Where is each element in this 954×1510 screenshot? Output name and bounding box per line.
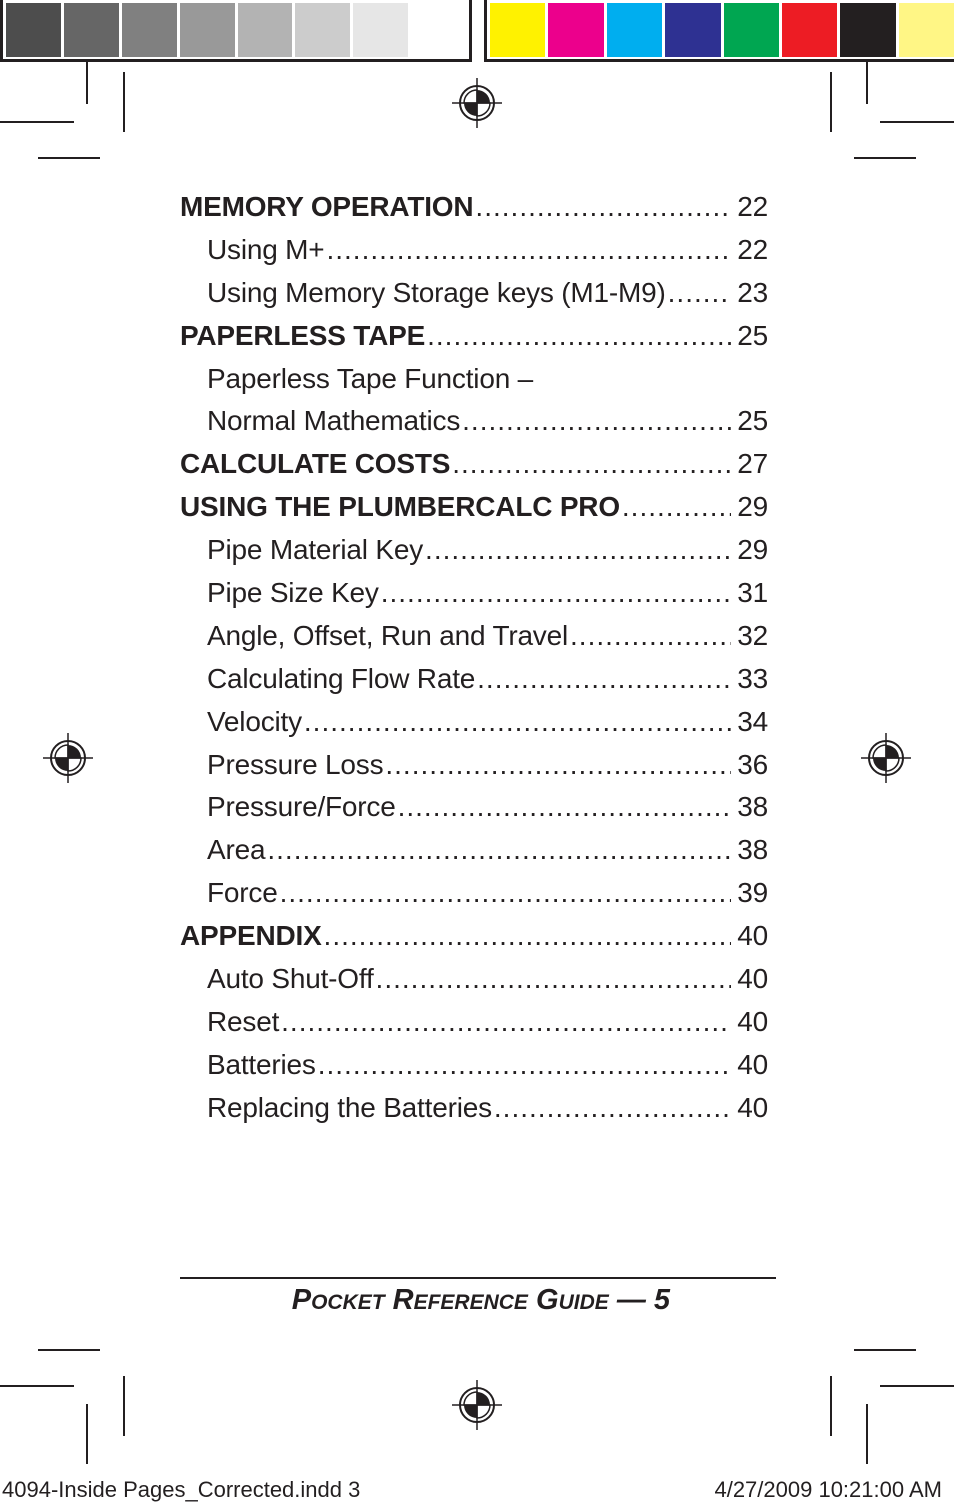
toc-title: Area (207, 834, 266, 866)
toc-page-number: 34 (737, 705, 768, 737)
toc-leader-dots (280, 872, 732, 915)
toc-leader-dots (318, 1044, 732, 1087)
toc-leader-dots (477, 658, 731, 701)
toc-title: Replacing the Batteries (207, 1091, 492, 1123)
toc-leader-dots (425, 529, 731, 572)
crop-mark (830, 1376, 832, 1436)
toc-entry-row (180, 872, 768, 915)
color-swatch (607, 3, 662, 57)
toc-page-number: 40 (737, 1091, 768, 1123)
toc-page-number: 33 (737, 662, 768, 694)
registration-mark-icon (43, 733, 93, 783)
toc-title: Pipe Size Key (207, 577, 379, 609)
toc-entry-row (180, 272, 768, 315)
toc-entry-row (180, 572, 768, 615)
color-swatch (490, 3, 545, 57)
color-swatch (548, 3, 603, 57)
toc-page-number: 40 (737, 1005, 768, 1037)
toc-page-number: 40 (737, 1048, 768, 1080)
toc-leader-dots (326, 229, 731, 272)
toc-leader-dots (475, 186, 731, 229)
toc-title: PAPERLESS TAPE (180, 319, 426, 351)
toc-entry-row (180, 1087, 768, 1130)
toc-page-number: 29 (737, 491, 768, 523)
toc-page-number: 36 (737, 748, 768, 780)
toc-title: Batteries (207, 1048, 316, 1080)
slug-datetime: 4/27/2009 10:21:00 AM (714, 1477, 942, 1502)
toc-leader-dots (494, 1087, 731, 1130)
toc-title: Pipe Material Key (207, 534, 424, 566)
footer-word-initial: P (291, 1284, 312, 1316)
toc-page-number: 31 (737, 577, 768, 609)
footer-word-initial: R (392, 1284, 414, 1316)
table-of-contents (180, 186, 768, 1130)
toc-title: MEMORY OPERATION (180, 191, 474, 222)
crop-mark (86, 62, 88, 104)
toc-heading-row (180, 486, 768, 529)
toc-page-number: 23 (737, 276, 768, 308)
slug-file-name: 4094-Inside Pages_Corrected.indd 3 (2, 1477, 361, 1502)
color-swatch (840, 3, 895, 57)
toc-heading-row (180, 915, 768, 958)
toc-page-number: 22 (737, 191, 768, 222)
crop-mark (123, 72, 125, 132)
color-swatch (724, 3, 779, 57)
grayscale-color-bar (0, 0, 472, 62)
toc-leader-dots (452, 443, 731, 486)
toc-entry-row (180, 701, 768, 744)
gray-swatch (353, 3, 408, 57)
toc-leader-dots (267, 829, 731, 872)
toc-entry-row (180, 958, 768, 1001)
toc-title: Force (207, 877, 278, 909)
crop-mark (880, 121, 954, 123)
toc-page-number: 40 (737, 920, 768, 952)
crop-mark (0, 121, 74, 123)
toc-title: USING THE PLUMBERCALC PRO (180, 491, 620, 523)
toc-heading-row (180, 443, 768, 486)
gray-swatch (6, 3, 61, 57)
toc-entry-row (180, 1044, 768, 1087)
toc-page-number: 22 (737, 233, 768, 265)
toc-leader-dots (281, 1001, 731, 1044)
toc-entry-row (180, 529, 768, 572)
gray-swatch (180, 3, 235, 57)
footer-word-initial: G (536, 1284, 559, 1316)
toc-page-number: 29 (737, 534, 768, 566)
toc-title: Pressure/Force (207, 791, 396, 823)
toc-title: Calculating Flow Rate (207, 662, 476, 694)
crop-mark (38, 157, 100, 159)
gray-swatch (238, 3, 293, 57)
toc-title: APPENDIX (180, 920, 322, 952)
toc-entry-row (180, 786, 768, 829)
toc-leader-dots (398, 786, 732, 829)
footer-word-rest: UIDE (558, 1291, 609, 1314)
toc-leader-dots (462, 400, 731, 443)
crop-mark (866, 62, 868, 104)
toc-entry-row (180, 658, 768, 701)
toc-entry-row (180, 615, 768, 658)
toc-entry-row (180, 829, 768, 872)
running-footer (180, 1280, 670, 1323)
footer-word-rest: OCKET (311, 1291, 385, 1314)
process-color-bar (484, 0, 954, 62)
toc-leader-dots (376, 958, 732, 1001)
toc-title: CALCULATE COSTS (180, 448, 451, 480)
toc-entry-row (180, 358, 768, 401)
toc-title: Pressure Loss (207, 748, 384, 780)
toc-page-number: 39 (737, 877, 768, 909)
toc-entry-row (180, 229, 768, 272)
toc-leader-dots (427, 315, 731, 358)
crop-mark (854, 157, 916, 159)
crop-mark (880, 1385, 954, 1387)
toc-title: Paperless Tape Function – (207, 362, 534, 394)
gray-swatch (295, 3, 350, 57)
toc-page-number: 38 (737, 791, 768, 823)
gray-swatch (122, 3, 177, 57)
toc-page-number: 27 (737, 448, 768, 480)
toc-leader-dots (570, 615, 731, 658)
toc-title: Using Memory Storage keys (M1-M9) (207, 276, 666, 308)
crop-mark (830, 72, 832, 132)
footer-page-number: — 5 (616, 1284, 670, 1316)
toc-leader-dots (385, 744, 731, 787)
toc-title: Reset (207, 1005, 280, 1037)
crop-mark (0, 1385, 74, 1387)
crop-mark (38, 1349, 100, 1351)
toc-title: Normal Mathematics (207, 405, 461, 437)
toc-page-number: 38 (737, 834, 768, 866)
toc-page-number: 32 (737, 619, 768, 651)
toc-title: Using M+ (207, 233, 325, 265)
footer-word-rest: EFERENCE (413, 1291, 528, 1314)
crop-mark (86, 1404, 88, 1464)
footer-rule (180, 1277, 776, 1279)
gray-swatch (64, 3, 119, 57)
toc-leader-dots (324, 915, 732, 958)
registration-mark-icon (861, 733, 911, 783)
crop-mark (854, 1349, 916, 1351)
toc-entry-row (180, 400, 768, 443)
toc-heading-row (180, 186, 768, 229)
toc-leader-dots (668, 272, 732, 315)
toc-title: Auto Shut-Off (207, 963, 374, 995)
toc-entry-row (180, 744, 768, 787)
toc-leader-dots (381, 572, 732, 615)
crop-mark (866, 1404, 868, 1464)
toc-entry-row (180, 1001, 768, 1044)
toc-page-number: 25 (737, 405, 768, 437)
toc-page-number: 25 (737, 319, 768, 351)
toc-page-number: 40 (737, 963, 768, 995)
toc-heading-row (180, 315, 768, 358)
gray-swatch (411, 3, 466, 57)
toc-leader-dots (304, 701, 731, 744)
color-swatch (899, 3, 954, 57)
toc-title: Velocity (207, 705, 302, 737)
registration-mark-icon (452, 1380, 502, 1430)
color-swatch (782, 3, 837, 57)
toc-title: Angle, Offset, Run and Travel (207, 619, 569, 651)
crop-mark (123, 1376, 125, 1436)
color-swatch (665, 3, 720, 57)
registration-mark-icon (452, 78, 502, 128)
toc-leader-dots (622, 486, 731, 529)
